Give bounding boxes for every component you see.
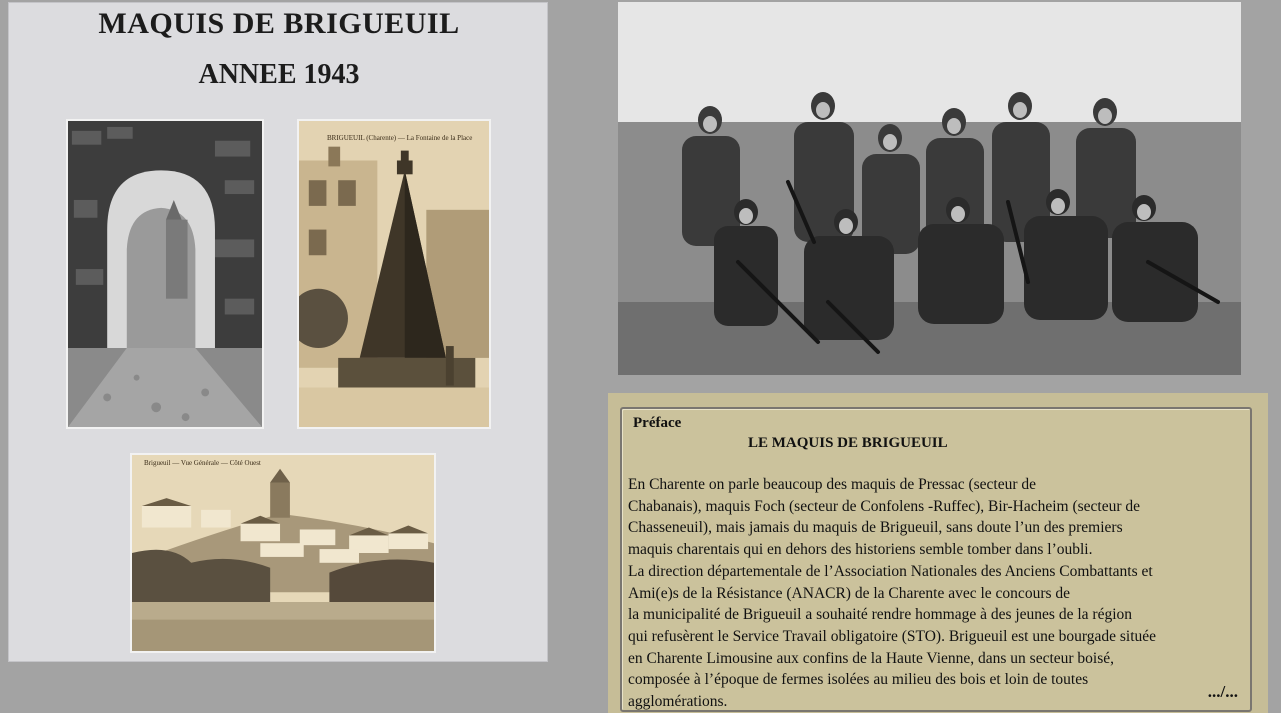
cover-year: ANNEE 1943 — [198, 59, 360, 90]
preface-line: qui refusèrent le Service Travail obligatoire (STO). Brigueuil est une bourgade située — [628, 627, 1157, 645]
preface-line: agglomérations. — [628, 693, 728, 711]
preface-line: maquis charentais qui en dehors des historiens semble tomber dans l’oubli. — [628, 541, 1093, 559]
maquis-group-photo — [618, 2, 1241, 375]
continue-link[interactable]: .../... — [1207, 682, 1238, 701]
preface-line: la municipalité de Brigueuil a souhaité rendre hommage à des jeunes de la région — [628, 606, 1133, 624]
preface-line: Chasseneuil), mais jamais du maquis de Brigueuil, sans doute l’un des premiers — [628, 519, 1123, 537]
cover-title: MAQUIS DE BRIGUEUIL — [98, 7, 460, 40]
preface-line: Ami(e)s de la Résistance (ANACR) de la Charente avec le concours de — [628, 584, 1071, 602]
village-caption: Brigueuil — Vue Générale — Côté Ouest — [144, 459, 261, 467]
preface-line: en Charente Limousine aux confins de la Haute Vienne, dans un secteur boisé, — [628, 649, 1115, 667]
preface-text — [628, 474, 1250, 712]
preface-title: LE MAQUIS DE BRIGUEUIL — [748, 435, 948, 451]
fountain-postcard — [297, 119, 491, 429]
preface-line: Chabanais), maquis Foch (secteur de Confolens -Ruffec), Bir-Hacheim (secteur de — [628, 497, 1141, 515]
preface-line: En Charente on parle beaucoup des maquis de Pressac (secteur de — [628, 476, 1037, 493]
preface-line: composée à l’époque de fermes isolées au milieu des bois et loin de toutes — [628, 671, 1089, 689]
preface-line: La direction départementale de l’Association Nationales des Anciens Combattants et — [628, 562, 1153, 580]
preface-box[interactable] — [620, 407, 1252, 712]
preface-label: Préface — [633, 415, 682, 431]
cover-panel — [8, 2, 548, 662]
fountain-caption: BRIGUEUIL (Charente) — La Fontaine de la Place — [327, 134, 473, 142]
archway-street-photo — [66, 119, 264, 429]
village-view-postcard — [130, 453, 436, 653]
